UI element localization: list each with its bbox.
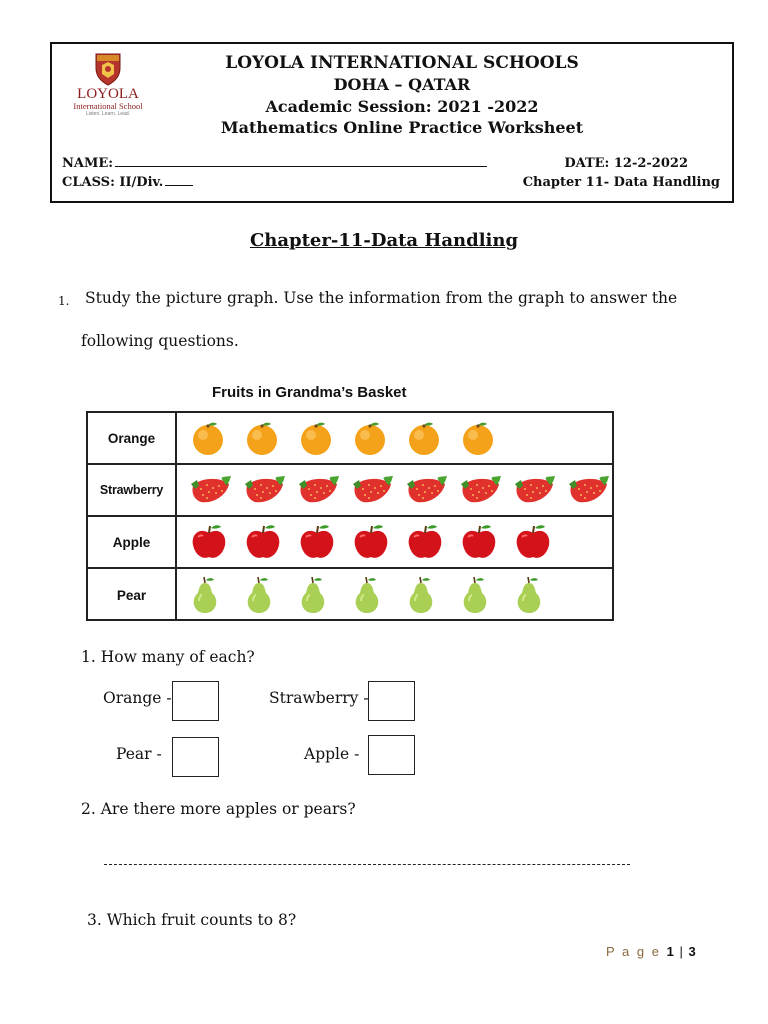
orange-icon	[405, 416, 459, 460]
apple-icon	[297, 520, 351, 564]
name-blank[interactable]	[115, 156, 487, 167]
school-location: DOHA – QATAR	[333, 75, 471, 94]
apple-icon	[459, 520, 513, 564]
apple-icon	[243, 520, 297, 564]
pear-icon	[297, 573, 351, 617]
page-total: 3	[688, 944, 696, 959]
class-label: CLASS: II/Div.	[62, 175, 164, 190]
strawberry-icon	[243, 468, 297, 512]
graph-icons-orange	[189, 413, 513, 463]
class-field	[62, 175, 193, 190]
strawberry-icon	[513, 468, 567, 512]
graph-row-strawberry	[88, 465, 612, 517]
sub-question-2: 2. Are there more apples or pears?	[81, 800, 356, 818]
graph-row-apple	[88, 517, 612, 569]
worksheet-title: Mathematics Online Practice Worksheet	[220, 118, 584, 137]
pear-icon	[189, 573, 243, 617]
question-text-line1: Study the picture graph. Use the information from the graph to answer the	[85, 289, 678, 307]
strawberry-icon	[351, 468, 405, 512]
orange-icon	[243, 416, 297, 460]
apple-icon	[405, 520, 459, 564]
orange-answer-box[interactable]	[172, 681, 219, 721]
header-box	[50, 42, 734, 203]
page-footer	[606, 944, 696, 959]
orange-icon	[351, 416, 405, 460]
name-field	[62, 156, 487, 171]
orange-icon	[459, 416, 513, 460]
apple-icon	[513, 520, 567, 564]
academic-session: Academic Session: 2021 -2022	[265, 97, 539, 116]
sub-question-3: 3. Which fruit counts to 8?	[87, 911, 297, 929]
logo-subtitle: International School	[73, 101, 143, 111]
strawberry-icon	[567, 468, 621, 512]
picture-graph	[86, 411, 614, 621]
pear-answer-box[interactable]	[172, 737, 219, 777]
pear-icon	[351, 573, 405, 617]
strawberry-icon	[405, 468, 459, 512]
question-number: 1.	[58, 294, 70, 308]
name-label: NAME:	[62, 156, 114, 171]
graph-title: Fruits in Grandma’s Basket	[212, 384, 407, 401]
strawberry-icon	[189, 468, 243, 512]
sub-question-1: 1. How many of each?	[81, 648, 255, 666]
graph-label-orange: Orange	[88, 413, 177, 463]
apple-icon	[189, 520, 243, 564]
apple-icon	[351, 520, 405, 564]
graph-label-strawberry: Strawberry	[88, 465, 177, 515]
page-number: 1	[666, 944, 674, 959]
pear-icon	[405, 573, 459, 617]
logo-tagline: Listen. Learn. Lead.	[85, 111, 131, 117]
chapter-label: Chapter 11- Data Handling	[522, 175, 720, 190]
pear-label: Pear -	[116, 745, 162, 763]
graph-row-orange	[88, 413, 612, 465]
page-separator: |	[679, 944, 683, 959]
strawberry-answer-box[interactable]	[368, 681, 415, 721]
apple-answer-box[interactable]	[368, 735, 415, 775]
pear-icon	[513, 573, 567, 617]
strawberry-icon	[459, 468, 513, 512]
apple-label: Apple -	[304, 745, 360, 763]
page-word: P a g e	[606, 944, 661, 959]
graph-label-apple: Apple	[88, 517, 177, 567]
school-name: LOYOLA INTERNATIONAL SCHOOLS	[225, 53, 579, 73]
chapter-title: Chapter-11-Data Handling	[249, 230, 519, 251]
division-blank[interactable]	[165, 175, 193, 186]
graph-icons-pear	[189, 569, 567, 621]
pear-icon	[459, 573, 513, 617]
graph-label-pear: Pear	[88, 569, 177, 621]
graph-icons-apple	[189, 517, 567, 567]
graph-row-pear	[88, 569, 612, 621]
orange-icon	[189, 416, 243, 460]
pear-icon	[243, 573, 297, 617]
orange-icon	[297, 416, 351, 460]
date-label: DATE: 12-2-2022	[564, 156, 688, 171]
orange-label: Orange -	[103, 689, 172, 707]
strawberry-icon	[297, 468, 351, 512]
answer-line[interactable]	[104, 864, 630, 865]
graph-icons-strawberry	[189, 465, 621, 515]
strawberry-label: Strawberry -	[269, 689, 369, 707]
logo-name: LOYOLA	[77, 86, 139, 102]
question-text-line2: following questions.	[81, 332, 239, 350]
